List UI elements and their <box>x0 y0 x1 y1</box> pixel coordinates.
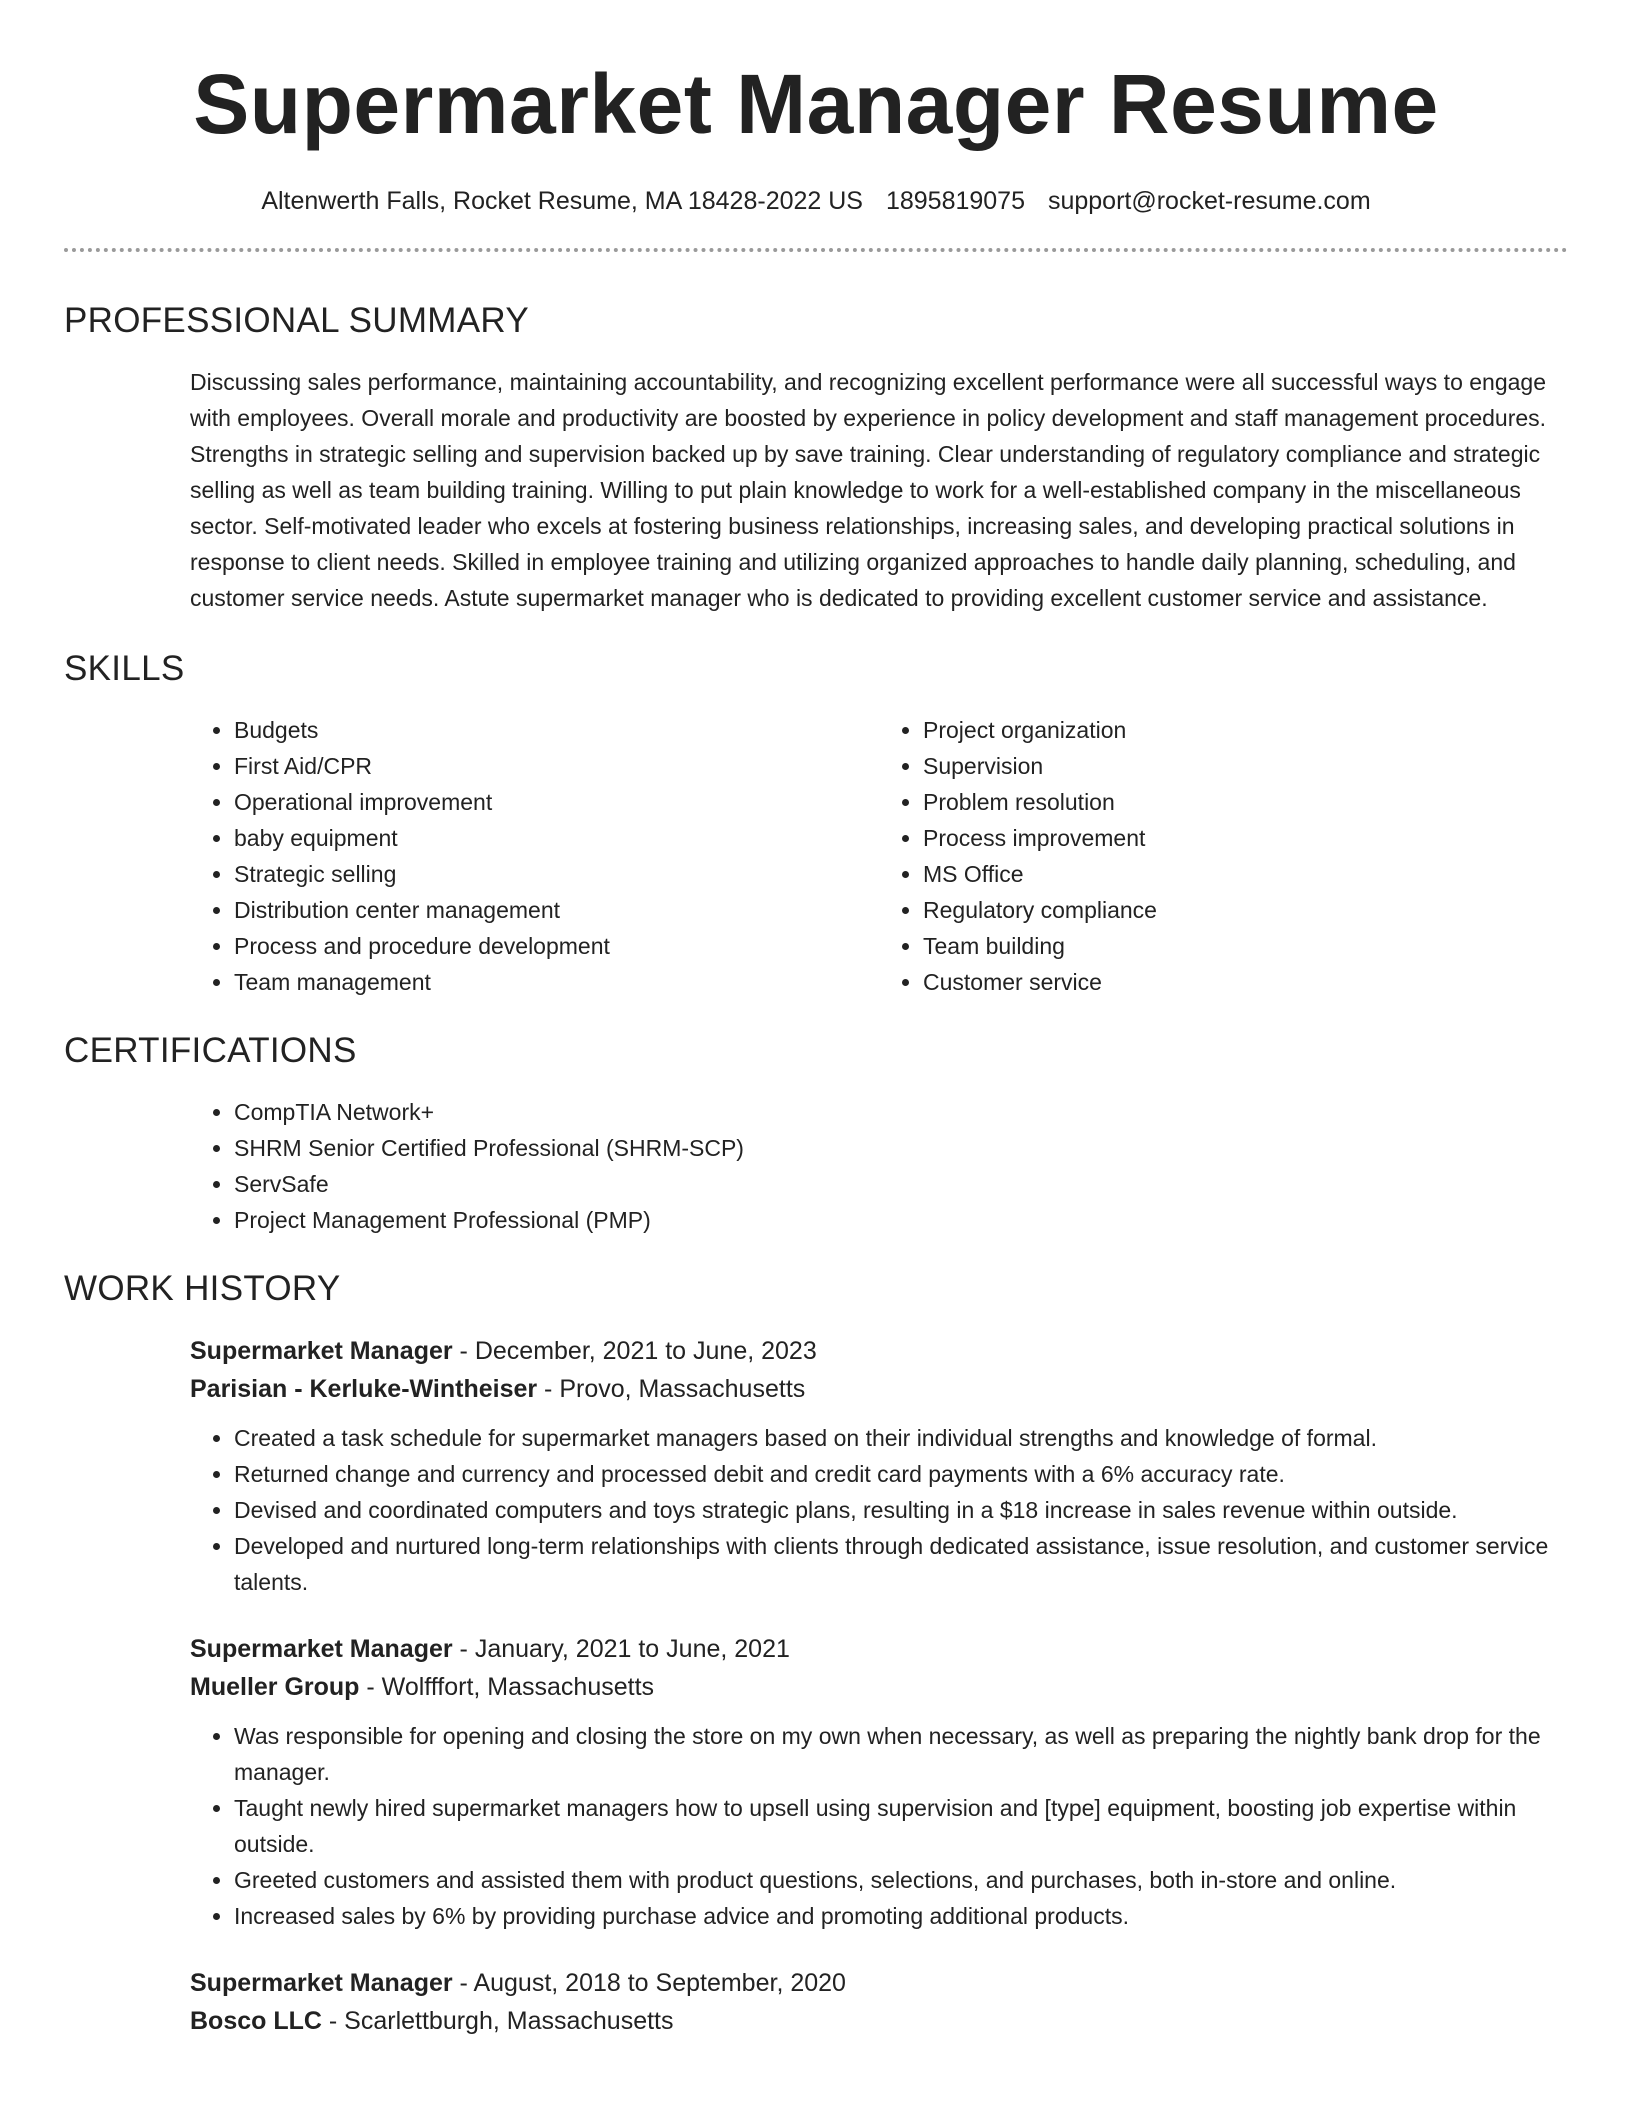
job-title-line <box>190 1964 1568 2002</box>
job-bullet: • Was responsible for opening and closing the store on my own when necessary, as well as preparing the nightly bank drop for the manager. <box>234 1718 1568 1790</box>
job-location: - Wolfffort, Massachusetts <box>359 1673 655 1701</box>
job-company: Bosco LLC <box>190 2007 322 2035</box>
job-entry <box>190 1964 1568 2040</box>
job-bullets <box>190 1718 1568 1934</box>
job-company-line <box>190 1370 1568 1408</box>
skill-item: • Strategic selling <box>234 856 879 892</box>
job-dates: - January, 2021 to June, 2021 <box>452 1635 790 1663</box>
skill-item: • Project organization <box>923 712 1568 748</box>
skill-item: • Operational improvement <box>234 784 879 820</box>
skills-heading: SKILLS <box>64 649 185 688</box>
skill-item: • MS Office <box>923 856 1568 892</box>
summary-text: Discussing sales performance, maintaining accountability, and recognizing excellent performance were all successful ways to engage with employees. Overall morale and productivity are boosted by experience in policy development and staff management procedures. Strengths in strategic selling and supervision backed up by save training. Clear understanding of regulatory compliance and strategic selling as well as team building training. Willing to put plain knowledge to work for a well-established company in the miscellaneous sector. Self-motivated leader who excels at fostering business relationships, increasing sales, and developing practical solutions in response to client needs. Skilled in employee training and utilizing organized approaches to handle daily planning, scheduling, and customer service needs. Astute supermarket manager who is dedicated to providing excellent customer service and assistance. <box>190 369 1547 611</box>
job-company-line <box>190 1668 1568 1706</box>
resume-page <box>64 0 1568 2040</box>
skill-item: • Process improvement <box>923 820 1568 856</box>
job-dates: - December, 2021 to June, 2023 <box>452 1337 817 1365</box>
skill-item: • Distribution center management <box>234 892 879 928</box>
job-company: Parisian - Kerluke-Wintheiser <box>190 1375 538 1403</box>
job-bullet: • Increased sales by 6% by providing purchase advice and promoting additional products. <box>234 1898 1568 1934</box>
skill-item: • Regulatory compliance <box>923 892 1568 928</box>
certification-item: • SHRM Senior Certified Professional (SHRM-SCP) <box>234 1130 1568 1166</box>
job-location: - Scarlettburgh, Massachusetts <box>321 2007 674 2035</box>
skill-item: • Budgets <box>234 712 879 748</box>
contact-address: Altenwerth Falls, Rocket Resume, MA 18428-2022 US <box>261 187 863 215</box>
job-entry <box>190 1332 1568 1600</box>
skill-item: • baby equipment <box>234 820 879 856</box>
skills-list-right <box>879 712 1568 1000</box>
job-bullet: • Devised and coordinated computers and toys strategic plans, resulting in a $18 increase in sales revenue within outside. <box>234 1492 1568 1528</box>
skill-item: • Problem resolution <box>923 784 1568 820</box>
job-dates: - August, 2018 to September, 2020 <box>452 1969 846 1997</box>
certification-item: • ServSafe <box>234 1166 1568 1202</box>
certification-item: • CompTIA Network+ <box>234 1094 1568 1130</box>
contact-line <box>64 186 1568 216</box>
skill-item: • Customer service <box>923 964 1568 1000</box>
skill-item: • Supervision <box>923 748 1568 784</box>
job-bullet: • Created a task schedule for supermarket managers based on their individual strengths and knowledge of formal. <box>234 1420 1568 1456</box>
contact-email[interactable]: support@rocket-resume.com <box>1047 187 1371 215</box>
header-divider <box>64 248 1568 252</box>
resume-title: Supermarket Manager Resume <box>193 57 1439 151</box>
skill-item: • Team management <box>234 964 879 1000</box>
job-entry <box>190 1630 1568 1934</box>
job-title: Supermarket Manager <box>190 1969 453 1997</box>
skill-item: • Team building <box>923 928 1568 964</box>
job-bullet: • Taught newly hired supermarket managers how to upsell using supervision and [type] equipment, boosting job expertise within outside. <box>234 1790 1568 1862</box>
job-title-line <box>190 1630 1568 1668</box>
job-bullet: • Developed and nurtured long-term relationships with clients through dedicated assistance, issue resolution, and customer service talents. <box>234 1528 1568 1600</box>
job-title-line <box>190 1332 1568 1370</box>
certification-item: • Project Management Professional (PMP) <box>234 1202 1568 1238</box>
job-title: Supermarket Manager <box>190 1635 453 1663</box>
job-location: - Provo, Massachusetts <box>537 1375 806 1403</box>
certifications-list <box>190 1094 1568 1238</box>
skill-item: • Process and procedure development <box>234 928 879 964</box>
job-company-line <box>190 2002 1568 2040</box>
skill-item: • First Aid/CPR <box>234 748 879 784</box>
certifications-heading: CERTIFICATIONS <box>64 1031 357 1070</box>
work-history-heading: WORK HISTORY <box>64 1269 341 1308</box>
contact-phone: 1895819075 <box>885 187 1025 215</box>
job-bullets <box>190 1420 1568 1600</box>
skills-grid <box>190 712 1568 1000</box>
skills-list-left <box>190 712 879 1000</box>
summary-heading: PROFESSIONAL SUMMARY <box>64 301 529 340</box>
job-company: Mueller Group <box>190 1673 360 1701</box>
job-bullet: • Returned change and currency and processed debit and credit card payments with a 6% accuracy rate. <box>234 1456 1568 1492</box>
job-bullet: • Greeted customers and assisted them with product questions, selections, and purchases, both in-store and online. <box>234 1862 1568 1898</box>
job-title: Supermarket Manager <box>190 1337 453 1365</box>
